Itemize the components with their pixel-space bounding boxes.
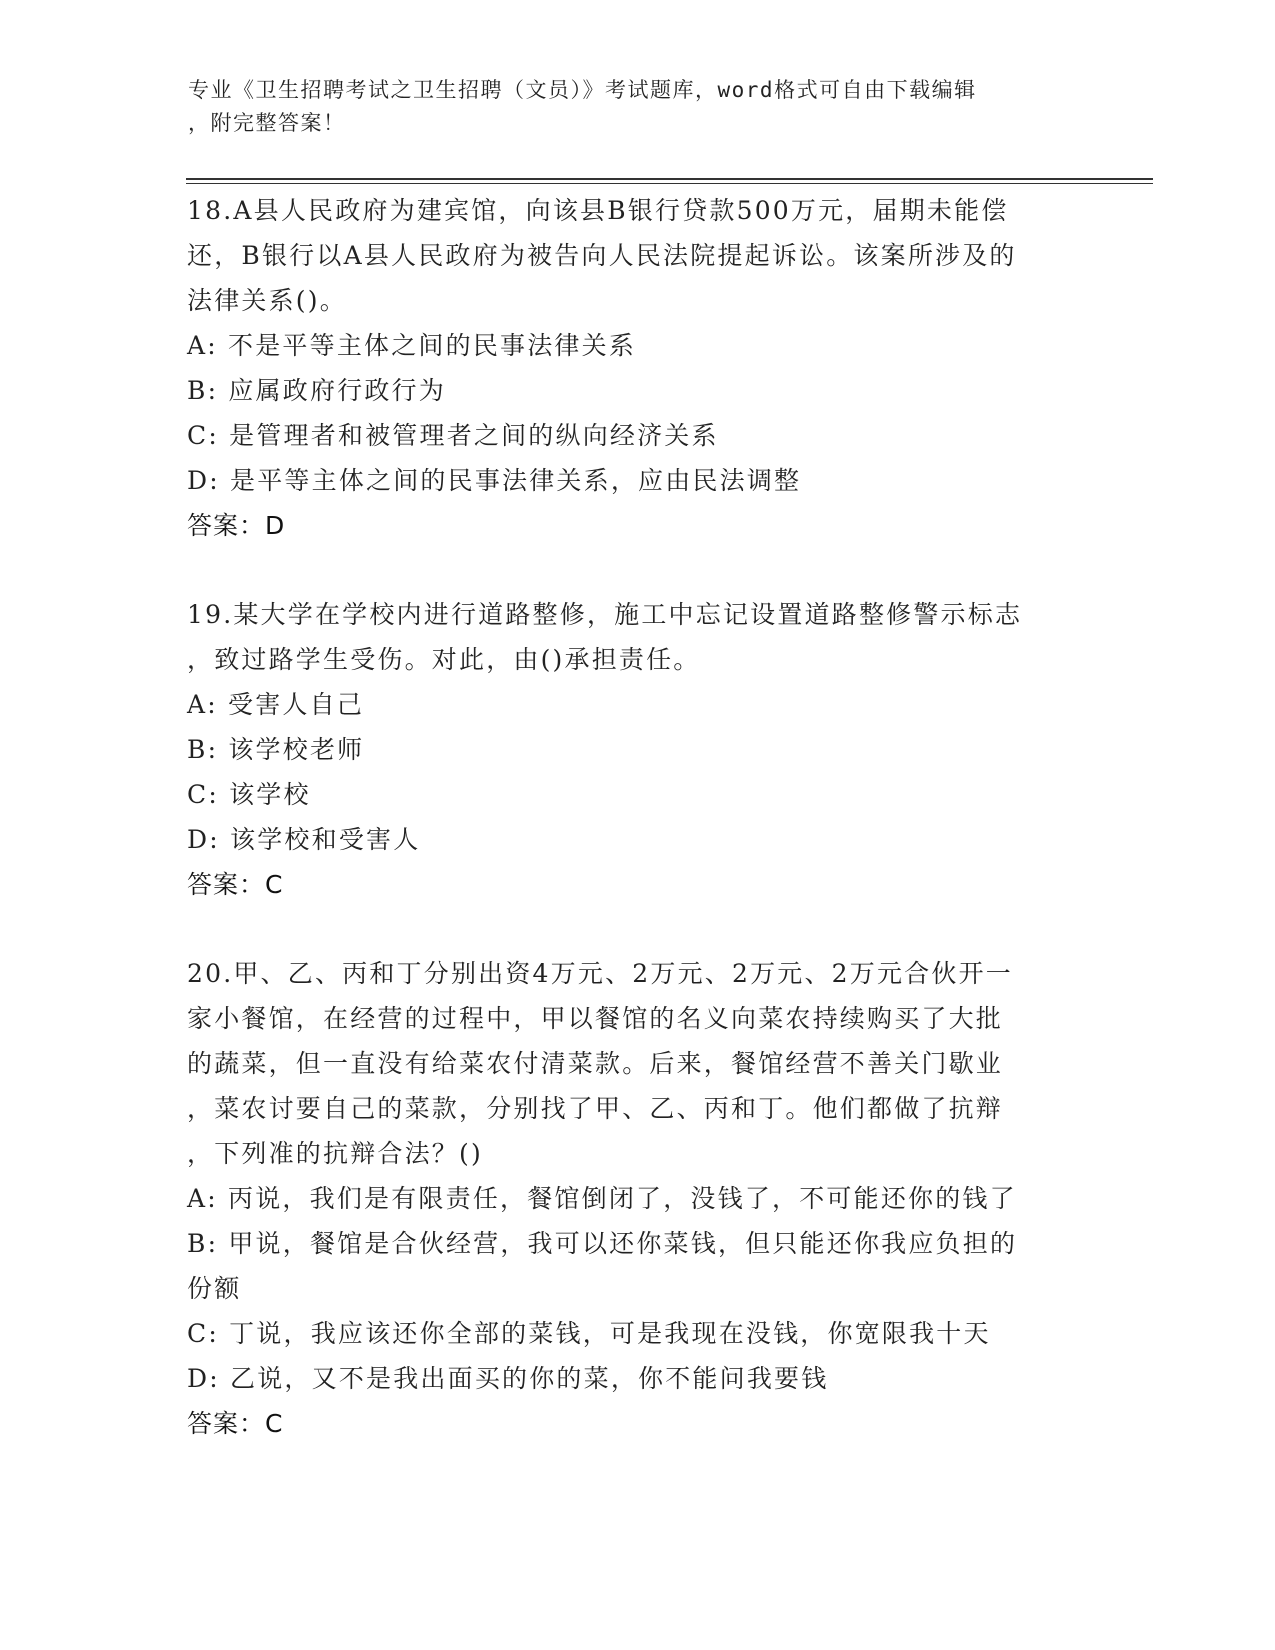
answer-label: 答案：D bbox=[187, 511, 286, 540]
header-line-1: 专业《卫生招聘考试之卫生招聘（文员）》考试题库，word格式可自由下载编辑 bbox=[188, 78, 977, 102]
question-19 bbox=[187, 592, 1087, 907]
stem-line: ，下列准的抗辩合法？() bbox=[187, 1139, 483, 1168]
header-divider-thin bbox=[186, 183, 1153, 184]
question-18 bbox=[187, 188, 1087, 548]
option-a: A: 丙说，我们是有限责任，餐馆倒闭了，没钱了，不可能还你的钱了 bbox=[187, 1184, 1017, 1213]
answer-label: 答案：C bbox=[187, 1409, 284, 1438]
option-d: D: 该学校和受害人 bbox=[187, 825, 421, 854]
answer-label: 答案：C bbox=[187, 870, 284, 899]
option-a: A: 不是平等主体之间的民事法律关系 bbox=[187, 331, 637, 360]
option-b-continued: 份额 bbox=[187, 1274, 242, 1303]
stem-line: 19.某大学在学校内进行道路整修，施工中忘记设置道路整修警示标志 bbox=[187, 600, 1023, 629]
stem-line: 还，B银行以A县人民政府为被告向人民法院提起诉讼。该案所涉及的 bbox=[187, 241, 1017, 270]
stem-line: 家小餐馆，在经营的过程中，甲以餐馆的名义向菜农持续购买了大批 bbox=[187, 1004, 1004, 1033]
stem-line: ，菜农讨要自己的菜款，分别找了甲、乙、丙和丁。他们都做了抗辩 bbox=[187, 1094, 1004, 1123]
option-d: D: 乙说，又不是我出面买的你的菜，你不能问我要钱 bbox=[187, 1364, 829, 1393]
header-divider-thick bbox=[186, 178, 1153, 180]
option-a: A: 受害人自己 bbox=[187, 690, 365, 719]
option-d: D: 是平等主体之间的民事法律关系，应由民法调整 bbox=[187, 466, 802, 495]
option-c: C: 该学校 bbox=[187, 780, 311, 809]
question-stem bbox=[187, 188, 1087, 323]
stem-line: ，致过路学生受伤。对此，由()承担责任。 bbox=[187, 645, 701, 674]
option-b: B: 该学校老师 bbox=[187, 735, 365, 764]
stem-line: 20.甲、乙、丙和丁分别出资4万元、2万元、2万元、2万元合伙开一 bbox=[187, 959, 1013, 988]
stem-line: 18.A县人民政府为建宾馆，向该县B银行贷款500万元，届期未能偿 bbox=[187, 196, 1009, 225]
option-b: B: 应属政府行政行为 bbox=[187, 376, 446, 405]
header-line-2: ，附完整答案！ bbox=[188, 111, 346, 135]
stem-line: 的蔬菜，但一直没有给菜农付清菜款。后来，餐馆经营不善关门歇业 bbox=[187, 1049, 1004, 1078]
question-stem bbox=[187, 951, 1087, 1176]
stem-line: 法律关系()。 bbox=[187, 286, 347, 315]
question-20 bbox=[187, 951, 1087, 1446]
question-stem bbox=[187, 592, 1087, 682]
option-b: B: 甲说，餐馆是合伙经营，我可以还你菜钱，但只能还你我应负担的 bbox=[187, 1229, 1018, 1258]
document-header bbox=[188, 74, 1068, 140]
option-c: C: 丁说，我应该还你全部的菜钱，可是我现在没钱，你宽限我十天 bbox=[187, 1319, 991, 1348]
question-list bbox=[187, 188, 1087, 1446]
option-c: C: 是管理者和被管理者之间的纵向经济关系 bbox=[187, 421, 719, 450]
